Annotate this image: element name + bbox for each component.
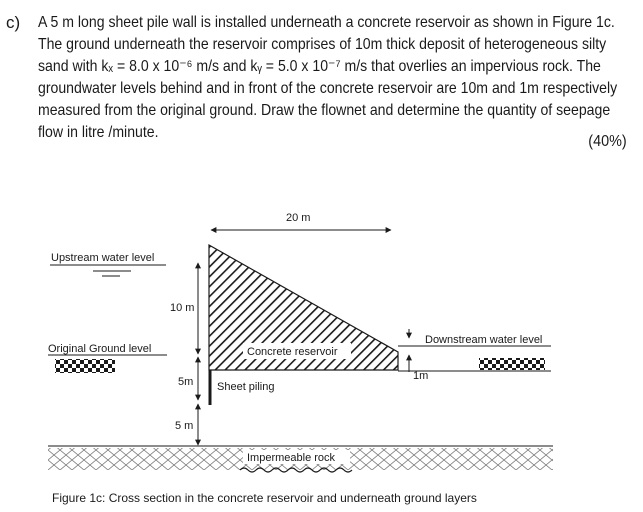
original-ground-level <box>48 343 167 373</box>
question-line: The ground underneath the reservoir comprises of 10m thick deposit of heterogeneous silty <box>38 36 607 53</box>
question-label: c) <box>6 13 21 32</box>
figure-caption: Figure 1c: Cross section in the concrete reservoir and underneath ground layers <box>52 491 477 505</box>
width-label: 20 m <box>286 212 311 224</box>
upstream-water-level <box>50 252 166 276</box>
ground-hatch-left <box>55 359 115 373</box>
upstream-label: Upstream water level <box>51 252 155 264</box>
width-dimension <box>211 212 391 230</box>
reservoir-label: Concrete reservoir <box>247 346 338 358</box>
sheet-piling <box>210 370 275 405</box>
rock-label: Impermeable rock <box>247 452 336 464</box>
marks-weight: (40%) <box>588 133 627 150</box>
question-line: sand with kₓ = 8.0 x 10⁻⁶ m/s and kᵧ = 5.0 x 10⁻⁷ m/s that overlies an impervious rock. The <box>38 58 601 75</box>
question-line: A 5 m long sheet pile wall is installed underneath a concrete reservoir as shown in Figure 1c. <box>38 14 615 31</box>
impermeable-rock <box>48 446 553 472</box>
sheet-piling-label: Sheet piling <box>217 381 275 393</box>
five-m-label-2: 5 m <box>175 420 194 432</box>
five-m-label-1: 5m <box>178 376 194 388</box>
question-line: flow in litre /minute. <box>38 124 159 141</box>
concrete-reservoir <box>209 245 398 370</box>
ten-m-label: 10 m <box>170 302 195 314</box>
ground-hatch-right <box>479 358 545 370</box>
vertical-dimensions <box>170 263 198 445</box>
one-m-label: 1m <box>413 370 429 382</box>
downstream-water-level <box>398 329 551 382</box>
original-ground-label: Original Ground level <box>48 343 152 355</box>
question-line: groundwater levels behind and in front of the concrete reservoir are 10m and 1m respectively <box>38 80 618 97</box>
question-line: measured from the original ground. Draw the flownet and determine the quantity of seepage <box>38 102 611 119</box>
downstream-label: Downstream water level <box>425 334 543 346</box>
